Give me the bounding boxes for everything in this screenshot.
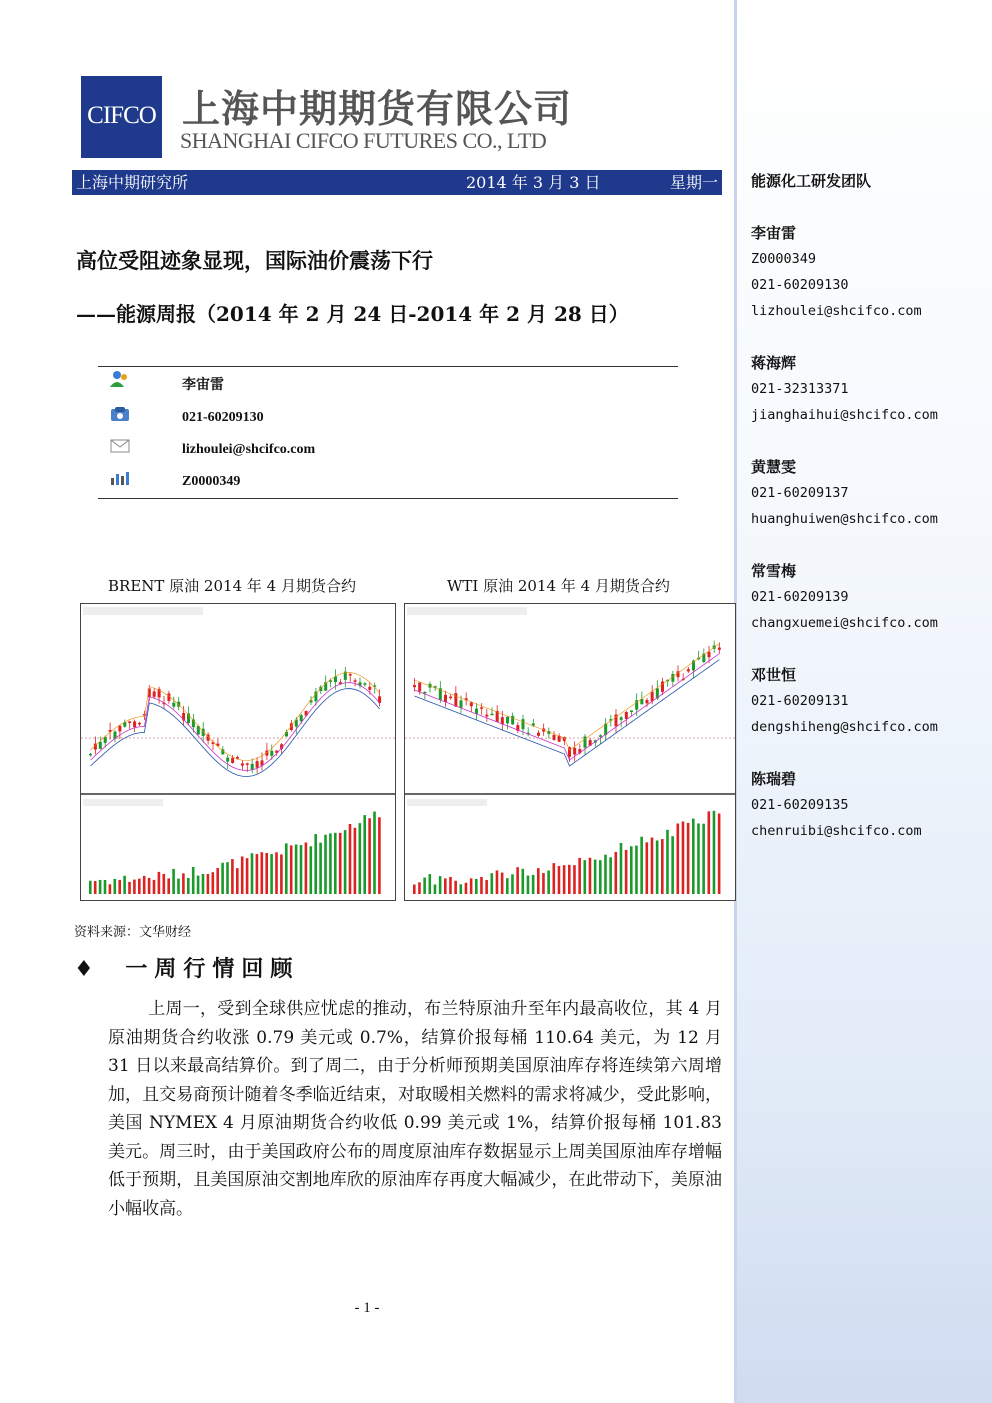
sidebar xyxy=(734,0,992,1403)
brent-chart-caption: BRENT 原油 2014 年 4 月期货合约 xyxy=(108,577,356,595)
paragraph-text: 上周一，受到全球供应忧虑的推动，布兰特原油升至年内最高收位，其 4 月原油期货合约收涨 0.79 美元或 0.7%，结算价报每桶 110.64 美元，为 12 月 31 日以来最高结算价。到了周二，由于分析师预期美国原油库存将连续第六周增加，且交易商预计随着冬季临近结束，对取暖相关燃料的需求将减少，受此影响，美国 NYMEX 4 月原油期货合约收低 0.99 美元或 1%，结算价报每桶 101.83 美元。周三时，由于美国政府公布的周度原油库存数据显示上周美国原油库存增幅低于预期，且美国原油交割地库欣的原油库存再度大幅减少，在此带动下，美原油小幅收高。 xyxy=(108,999,722,1219)
mail-icon xyxy=(110,438,130,454)
header-banner xyxy=(72,170,722,195)
report-subtitle: ——能源周报（2014 年 2 月 24 日-2014 年 2 月 28 日） xyxy=(76,302,629,326)
analyst-card xyxy=(751,350,938,428)
analyst-name: 邓世恒 xyxy=(751,666,797,684)
report-date: 2014 年 3 月 3 日 xyxy=(466,173,601,192)
analyst-name: 陈瑞碧 xyxy=(751,770,797,788)
report-weekday: 星期一 xyxy=(669,173,718,192)
contact-phone: 021-60209130 xyxy=(182,410,264,425)
analyst-name: 蒋海辉 xyxy=(751,354,797,372)
analyst-card xyxy=(751,558,938,636)
analyst-name: 黄慧雯 xyxy=(751,458,797,476)
analyst-email[interactable]: huanghuiwen@shcifco.com xyxy=(751,511,938,527)
wti-chart-caption: WTI 原油 2014 年 4 月期货合约 xyxy=(447,577,670,595)
chart-icon xyxy=(110,470,130,486)
logo-text: CIFCO xyxy=(87,102,156,129)
report-title: 高位受阻迹象显现，国际油价震荡下行 xyxy=(76,248,433,273)
brent-chart-graphic xyxy=(81,604,395,900)
analyst-phone: 021-60209130 xyxy=(751,277,849,293)
analyst-card xyxy=(751,766,922,844)
data-source: 资料来源：文华财经 xyxy=(74,925,192,940)
institute-name: 上海中期研究所 xyxy=(76,173,189,192)
analyst-name: 常雪梅 xyxy=(751,562,797,580)
team-name: 能源化工研发团队 xyxy=(751,172,872,190)
section-title: 一周行情回顾 xyxy=(125,956,300,982)
body-paragraph xyxy=(108,995,722,1223)
analyst-phone: 021-60209137 xyxy=(751,485,849,501)
company-name-cn: 上海中期期货有限公司 xyxy=(182,87,573,131)
analyst-email[interactable]: chenruibi@shcifco.com xyxy=(751,823,922,839)
cifco-logo xyxy=(81,76,162,158)
analyst-id: Z0000349 xyxy=(751,251,817,267)
person-icon xyxy=(110,370,130,386)
contact-email[interactable]: lizhoulei@shcifco.com xyxy=(182,442,316,457)
analyst-email[interactable]: lizhoulei@shcifco.com xyxy=(751,303,922,319)
wti-chart-graphic xyxy=(405,604,735,900)
analyst-email[interactable]: changxuemei@shcifco.com xyxy=(751,615,938,631)
analyst-card xyxy=(751,220,922,324)
analyst-email[interactable]: jianghaihui@shcifco.com xyxy=(751,407,938,423)
divider xyxy=(98,366,678,367)
bullet-icon: ♦ xyxy=(74,956,101,982)
analyst-phone: 021-32313371 xyxy=(751,381,849,397)
wti-candlestick-chart xyxy=(404,603,736,901)
contact-name: 李宙雷 xyxy=(182,378,224,393)
contact-license: Z0000349 xyxy=(182,474,241,489)
brent-candlestick-chart xyxy=(80,603,396,901)
section-heading xyxy=(74,952,299,983)
analyst-card xyxy=(751,662,938,740)
analyst-phone: 021-60209139 xyxy=(751,589,849,605)
analyst-email[interactable]: dengshiheng@shcifco.com xyxy=(751,719,938,735)
page-number: - 1 - xyxy=(354,1300,380,1316)
phone-icon xyxy=(110,406,130,422)
analyst-name: 李宙雷 xyxy=(751,224,797,242)
divider xyxy=(98,498,678,499)
company-name-en: SHANGHAI CIFCO FUTURES CO., LTD xyxy=(180,128,547,153)
analyst-card xyxy=(751,454,938,532)
analyst-phone: 021-60209135 xyxy=(751,797,849,813)
analyst-phone: 021-60209131 xyxy=(751,693,849,709)
